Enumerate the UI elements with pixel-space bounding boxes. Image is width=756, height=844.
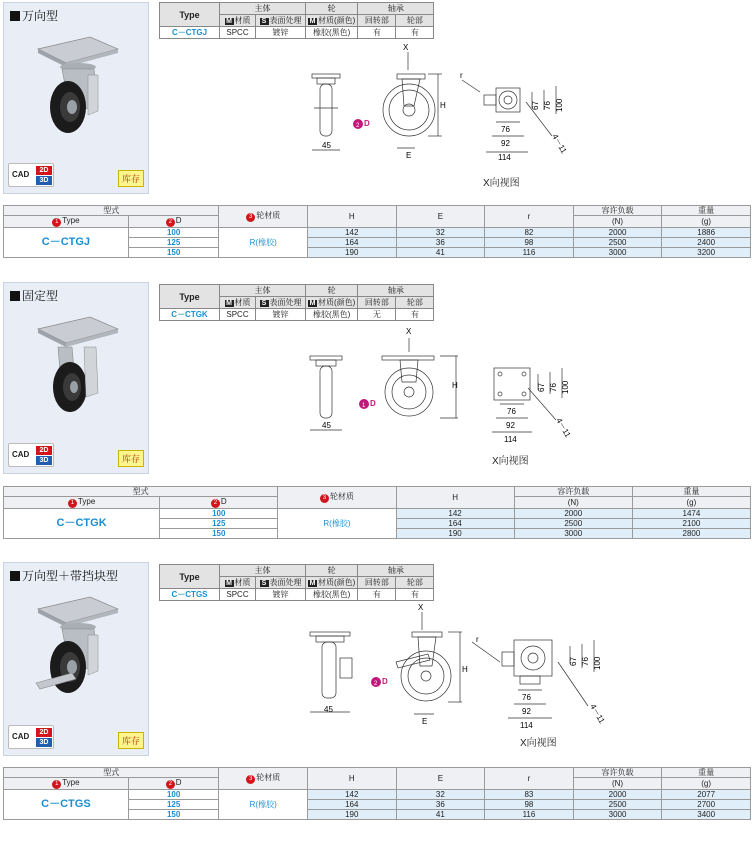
wheel-material-header: 3 轮材质 — [278, 487, 396, 509]
group-wheel: 轮 — [306, 565, 358, 577]
dim-r: r — [476, 635, 479, 644]
stock-badge: 库存 — [118, 732, 144, 749]
cell: 2000 — [573, 228, 662, 238]
group-wheel: 轮 — [306, 3, 358, 15]
cell: 3400 — [662, 810, 751, 820]
d-number: 2 — [356, 123, 360, 129]
dim-holes: 4－11 — [554, 416, 573, 439]
load-header: 容许负载 — [573, 768, 662, 778]
cell: 2000 — [514, 509, 632, 519]
d-value[interactable]: 150 — [128, 248, 219, 258]
dim-114: 114 — [498, 153, 511, 162]
type-code[interactable]: C－CTGS — [4, 790, 129, 820]
col-wheel-part: 轮部 — [396, 297, 434, 309]
cad-3d-button[interactable]: 3D — [36, 456, 52, 465]
e-header: E — [396, 206, 485, 228]
d-value[interactable]: 100 — [160, 509, 278, 519]
view-caption: X向视图 — [483, 178, 520, 189]
col-wheel-material: M 材质(颜色) — [306, 577, 358, 589]
dim-76: 76 — [522, 693, 531, 702]
dim-holes: 4－11 — [588, 702, 607, 725]
spec-wheel-material: 橡胶(黑色) — [306, 309, 358, 321]
spec-swivel: 有 — [358, 589, 396, 601]
cell: 142 — [308, 790, 397, 800]
type-header: Type — [160, 3, 220, 27]
dim-92: 92 — [506, 421, 515, 430]
dim-45: 45 — [324, 705, 333, 714]
type-header: Type — [160, 565, 220, 589]
col-swivel: 回转部 — [358, 297, 396, 309]
dim-92: 92 — [522, 707, 531, 716]
cell: 164 — [308, 800, 397, 810]
cell: 2000 — [573, 790, 662, 800]
d-column-header: 2 D — [128, 778, 219, 790]
dim-d: D — [370, 399, 376, 408]
spec-material: SPCC — [220, 27, 256, 39]
d-value[interactable]: 125 — [128, 238, 219, 248]
load-unit: (N) — [573, 216, 662, 228]
cell: 2500 — [514, 519, 632, 529]
cad-label: CAD — [12, 450, 30, 459]
section-title: 固定型 — [10, 287, 58, 304]
dim-67: 67 — [531, 101, 540, 110]
dim-holes: 4－11 — [550, 132, 569, 155]
spec-code[interactable]: C－CTGJ — [160, 27, 220, 39]
cell: 142 — [396, 509, 514, 519]
material-value: R(橡胶) — [219, 790, 308, 820]
cell: 164 — [396, 519, 514, 529]
e-header: E — [396, 768, 485, 790]
spec-material: SPCC — [220, 589, 256, 601]
spec-code[interactable]: C－CTGS — [160, 589, 220, 601]
technical-drawing — [300, 602, 630, 736]
col-material: M 材质 — [220, 297, 256, 309]
dim-h: H — [452, 381, 458, 390]
cell: 3000 — [573, 248, 662, 258]
cell: 98 — [485, 800, 574, 810]
dimension-table — [3, 205, 751, 258]
product-panel — [3, 2, 149, 194]
col-wheel-material: M 材质(颜色) — [306, 297, 358, 309]
spec-wheel-part: 有 — [396, 589, 434, 601]
h-header: H — [308, 206, 397, 228]
load-unit: (N) — [514, 497, 632, 509]
cell: 32 — [396, 228, 485, 238]
spec-table — [159, 564, 434, 601]
cell: 98 — [485, 238, 574, 248]
section-fixed — [0, 282, 756, 550]
dim-67: 67 — [569, 657, 578, 666]
cad-2d-button[interactable]: 2D — [36, 728, 52, 737]
dim-x: X — [418, 603, 424, 612]
dim-h: H — [440, 101, 446, 110]
spec-table — [159, 2, 434, 39]
dim-100: 100 — [593, 656, 602, 670]
dim-45: 45 — [322, 141, 331, 150]
group-bearing: 轴承 — [358, 285, 434, 297]
spec-material: SPCC — [220, 309, 256, 321]
spec-wheel-material: 橡胶(黑色) — [306, 589, 358, 601]
type-code[interactable]: C－CTGK — [4, 509, 160, 539]
cad-2d-button[interactable]: 2D — [36, 166, 52, 175]
dim-x: X — [406, 327, 412, 336]
dim-76: 76 — [507, 407, 516, 416]
cell: 3200 — [662, 248, 751, 258]
product-panel — [3, 282, 149, 474]
section-swivel-brake — [0, 562, 756, 844]
cell: 2700 — [662, 800, 751, 810]
cell: 190 — [396, 529, 514, 539]
d-value[interactable]: 100 — [128, 790, 219, 800]
cad-3d-button[interactable]: 3D — [36, 176, 52, 185]
load-header: 容许负载 — [573, 206, 662, 216]
d-value[interactable]: 125 — [160, 519, 278, 529]
spec-wheel-part: 有 — [396, 309, 434, 321]
col-material: M 材质 — [220, 15, 256, 27]
d-value[interactable]: 150 — [160, 529, 278, 539]
cell: 36 — [396, 800, 485, 810]
model-header: 型式 — [4, 487, 278, 497]
spec-surface: 镀锌 — [256, 27, 306, 39]
section-swivel — [0, 0, 756, 268]
dimension-table — [3, 767, 751, 820]
spec-wheel-part: 有 — [396, 27, 434, 39]
cell: 1474 — [632, 509, 750, 519]
group-bearing: 轴承 — [358, 3, 434, 15]
load-header: 容许负载 — [514, 487, 632, 497]
cad-label: CAD — [12, 732, 30, 741]
dim-e: E — [422, 717, 428, 726]
cell: 2500 — [573, 238, 662, 248]
wheel-material-header: 3 轮材质 — [219, 768, 308, 790]
d-column-header: 2 D — [128, 216, 219, 228]
dim-100: 100 — [561, 380, 570, 394]
col-wheel-part: 轮部 — [396, 577, 434, 589]
cell: 41 — [396, 810, 485, 820]
col-wheel-material: M 材质(颜色) — [306, 15, 358, 27]
dim-100: 100 — [555, 98, 564, 112]
type-header: Type — [160, 285, 220, 309]
group-bearing: 轴承 — [358, 565, 434, 577]
section-title: 万向型 — [10, 7, 58, 24]
cell: 2800 — [632, 529, 750, 539]
stock-badge: 库存 — [118, 170, 144, 187]
dim-114: 114 — [504, 435, 517, 444]
cell: 2077 — [662, 790, 751, 800]
dim-92: 92 — [501, 139, 510, 148]
col-wheel-part: 轮部 — [396, 15, 434, 27]
view-caption: X向视图 — [492, 456, 529, 467]
weight-header: 重量 — [662, 206, 751, 216]
d-column-header: 2 D — [160, 497, 278, 509]
cell: 190 — [308, 810, 397, 820]
dim-r: r — [460, 71, 463, 80]
group-body: 主体 — [220, 3, 306, 15]
type-column-header: 1 Type — [4, 216, 129, 228]
d-number: 1 — [362, 403, 366, 409]
caster-photo — [32, 27, 122, 137]
dim-e: E — [406, 151, 412, 160]
group-wheel: 轮 — [306, 285, 358, 297]
dim-76v: 76 — [549, 383, 558, 392]
type-column-header: 1 Type — [4, 778, 129, 790]
weight-header: 重量 — [662, 768, 751, 778]
cell: 142 — [308, 228, 397, 238]
weight-header: 重量 — [632, 487, 750, 497]
wheel-material-header: 3 轮材质 — [219, 206, 308, 228]
cell: 164 — [308, 238, 397, 248]
col-material: M 材质 — [220, 577, 256, 589]
weight-unit: (g) — [662, 216, 751, 228]
product-panel — [3, 562, 149, 756]
dim-76v: 76 — [543, 101, 552, 110]
type-code[interactable]: C－CTGJ — [4, 228, 129, 258]
h-header: H — [396, 487, 514, 509]
cell: 2400 — [662, 238, 751, 248]
spec-table — [159, 284, 434, 321]
cell: 2100 — [632, 519, 750, 529]
material-value: R(橡胶) — [219, 228, 308, 258]
section-title: 万向型＋带挡块型 — [10, 567, 118, 584]
dim-d: D — [364, 119, 370, 128]
col-swivel: 回转部 — [358, 15, 396, 27]
spec-surface: 镀锌 — [256, 589, 306, 601]
view-caption: X向视图 — [520, 738, 557, 749]
dim-h: H — [462, 665, 468, 674]
dim-76v: 76 — [581, 657, 590, 666]
spec-code[interactable]: C－CTGK — [160, 309, 220, 321]
cell: 116 — [485, 248, 574, 258]
cad-3d-button[interactable]: 3D — [36, 738, 52, 747]
cad-download[interactable] — [8, 443, 54, 467]
caster-photo — [32, 587, 122, 697]
spec-surface: 镀锌 — [256, 309, 306, 321]
cell: 116 — [485, 810, 574, 820]
dim-45: 45 — [322, 421, 331, 430]
dimension-table — [3, 486, 751, 539]
dim-76: 76 — [501, 125, 510, 134]
cad-label: CAD — [12, 170, 30, 179]
model-header: 型式 — [4, 206, 219, 216]
cad-download[interactable] — [8, 163, 54, 187]
cell: 3000 — [514, 529, 632, 539]
cell: 2500 — [573, 800, 662, 810]
dim-x: X — [403, 43, 409, 52]
cell: 3000 — [573, 810, 662, 820]
spec-swivel: 有 — [358, 27, 396, 39]
cad-download[interactable] — [8, 725, 54, 749]
technical-drawing — [300, 40, 590, 170]
cell: 82 — [485, 228, 574, 238]
weight-unit: (g) — [632, 497, 750, 509]
dim-114: 114 — [520, 721, 533, 730]
d-value[interactable]: 125 — [128, 800, 219, 810]
stock-badge: 库存 — [118, 450, 144, 467]
material-value: R(橡胶) — [278, 509, 396, 539]
table-row — [4, 509, 751, 519]
col-surface: S 表面处理 — [256, 577, 306, 589]
cell: 32 — [396, 790, 485, 800]
cell: 1886 — [662, 228, 751, 238]
technical-drawing — [300, 322, 590, 452]
type-column-header: 1 Type — [4, 497, 160, 509]
group-body: 主体 — [220, 285, 306, 297]
cell: 190 — [308, 248, 397, 258]
model-header: 型式 — [4, 768, 219, 778]
caster-photo — [32, 307, 122, 417]
h-header: H — [308, 768, 397, 790]
spec-swivel: 无 — [358, 309, 396, 321]
col-surface: S 表面处理 — [256, 297, 306, 309]
group-body: 主体 — [220, 565, 306, 577]
table-row — [4, 228, 751, 238]
weight-unit: (g) — [662, 778, 751, 790]
cell: 41 — [396, 248, 485, 258]
table-row — [4, 790, 751, 800]
d-value[interactable]: 100 — [128, 228, 219, 238]
load-unit: (N) — [573, 778, 662, 790]
cell: 36 — [396, 238, 485, 248]
spec-wheel-material: 橡胶(黑色) — [306, 27, 358, 39]
cad-2d-button[interactable]: 2D — [36, 446, 52, 455]
col-swivel: 回转部 — [358, 577, 396, 589]
r-header: r — [485, 768, 574, 790]
d-value[interactable]: 150 — [128, 810, 219, 820]
dim-d: D — [382, 677, 388, 686]
cell: 83 — [485, 790, 574, 800]
r-header: r — [485, 206, 574, 228]
d-number: 2 — [374, 681, 378, 687]
dim-67: 67 — [537, 383, 546, 392]
col-surface: S 表面处理 — [256, 15, 306, 27]
